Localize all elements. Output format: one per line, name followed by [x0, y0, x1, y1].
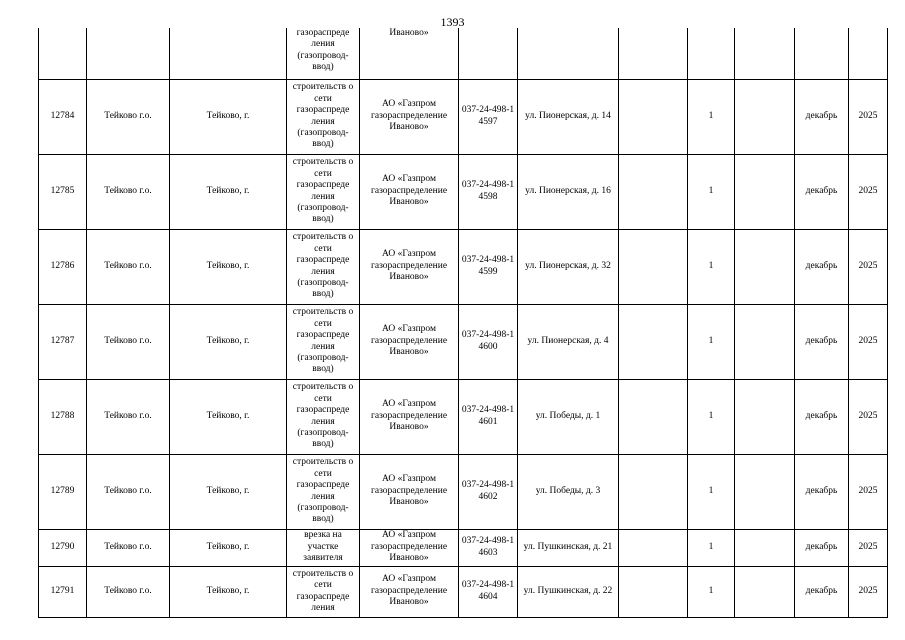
- address-cell: ул. Пионерская, д. 4: [518, 304, 619, 379]
- year-cell: 2025: [849, 229, 888, 304]
- object-code-cell: 037-24-498-14598: [459, 154, 518, 229]
- quantity-cell: 1: [688, 229, 735, 304]
- address-cell: ул. Пушкинская, д. 21: [518, 529, 619, 566]
- quantity-cell: 1: [688, 154, 735, 229]
- organization-cell: АО «Газпром газораспределение Иваново»: [360, 529, 459, 566]
- row-number-cell: 12787: [39, 304, 87, 379]
- row-number-cell: 12791: [39, 566, 87, 617]
- empty-cell: [735, 379, 795, 454]
- month-cell: декабрь: [795, 154, 849, 229]
- quantity-cell: 1: [688, 454, 735, 529]
- locality-cell: Тейково, г.: [170, 79, 287, 154]
- year-cell: 2025: [849, 304, 888, 379]
- empty-cell: [619, 379, 688, 454]
- quantity-cell: 1: [688, 304, 735, 379]
- empty-cell: [735, 154, 795, 229]
- empty-cell: [735, 529, 795, 566]
- table-row: [39, 566, 888, 617]
- address-cell: ул. Пионерская, д. 14: [518, 79, 619, 154]
- quantity-cell: 1: [688, 379, 735, 454]
- year-cell: 2025: [849, 154, 888, 229]
- month-cell: декабрь: [795, 454, 849, 529]
- organization-cell: АО «Газпром газораспределение Иваново»: [360, 229, 459, 304]
- empty-cell: [619, 566, 688, 617]
- address-cell: ул. Пионерская, д. 32: [518, 229, 619, 304]
- year-cell: 2025: [849, 566, 888, 617]
- year-cell: 2025: [849, 454, 888, 529]
- year-cell: 2025: [849, 379, 888, 454]
- empty-cell: [735, 566, 795, 617]
- month-cell: декабрь: [795, 566, 849, 617]
- organization-cell: АО «Газпром газораспределение Иваново»: [360, 566, 459, 617]
- object-code-cell: 037-24-498-14601: [459, 379, 518, 454]
- work-type-cell: врезка на участке заявителя: [287, 529, 360, 566]
- district-cell: Тейково г.о.: [87, 529, 170, 566]
- district-cell: Тейково г.о.: [87, 79, 170, 154]
- organization-cell: АО «Газпром газораспределение Иваново»: [360, 454, 459, 529]
- empty-cell: [619, 79, 688, 154]
- address-cell: ул. Победы, д. 1: [518, 379, 619, 454]
- month-cell: декабрь: [795, 529, 849, 566]
- registry-rows: [39, 79, 888, 617]
- address-cell: ул. Пионерская, д. 16: [518, 154, 619, 229]
- table-row: [39, 229, 888, 304]
- empty-cell: [735, 229, 795, 304]
- organization-cell: АО «Газпром газораспределение Иваново»: [360, 304, 459, 379]
- address-cell: ул. Пушкинская, д. 22: [518, 566, 619, 617]
- locality-cell: Тейково, г.: [170, 304, 287, 379]
- table-row: [39, 304, 888, 379]
- month-cell: декабрь: [795, 304, 849, 379]
- table-row: [39, 79, 888, 154]
- district-cell: Тейково г.о.: [87, 229, 170, 304]
- object-code-cell: 037-24-498-14602: [459, 454, 518, 529]
- table-row: [39, 529, 888, 566]
- work-type-cell: строительств о сети газораспреде ления: [287, 566, 360, 617]
- empty-cell: [619, 229, 688, 304]
- row-number-cell: 12785: [39, 154, 87, 229]
- organization-cell: Иваново»: [360, 28, 459, 79]
- continuation-row: [39, 28, 888, 79]
- work-type-cell: строительств о сети газораспреде ления (газопровод-ввод): [287, 379, 360, 454]
- year-cell: 2025: [849, 79, 888, 154]
- empty-cell: [619, 154, 688, 229]
- organization-cell: АО «Газпром газораспределение Иваново»: [360, 154, 459, 229]
- registry-table: [38, 28, 888, 618]
- locality-cell: Тейково, г.: [170, 154, 287, 229]
- work-type-cell: газораспреде ления (газопровод-ввод): [287, 28, 360, 79]
- row-number-cell: 12789: [39, 454, 87, 529]
- organization-cell: АО «Газпром газораспределение Иваново»: [360, 379, 459, 454]
- quantity-cell: 1: [688, 529, 735, 566]
- object-code-cell: 037-24-498-14600: [459, 304, 518, 379]
- district-cell: Тейково г.о.: [87, 454, 170, 529]
- locality-cell: Тейково, г.: [170, 454, 287, 529]
- year-cell: 2025: [849, 529, 888, 566]
- row-number-cell: 12786: [39, 229, 87, 304]
- empty-cell: [735, 79, 795, 154]
- object-code-cell: 037-24-498-14603: [459, 529, 518, 566]
- work-type-cell: строительств о сети газораспреде ления (газопровод-ввод): [287, 454, 360, 529]
- locality-cell: Тейково, г.: [170, 566, 287, 617]
- row-number-cell: 12788: [39, 379, 87, 454]
- object-code-cell: 037-24-498-14599: [459, 229, 518, 304]
- object-code-cell: 037-24-498-14604: [459, 566, 518, 617]
- empty-cell: [619, 454, 688, 529]
- page-number: 1393: [440, 15, 465, 29]
- quantity-cell: 1: [688, 566, 735, 617]
- table-row: [39, 154, 888, 229]
- empty-cell: [735, 304, 795, 379]
- empty-cell: [735, 454, 795, 529]
- empty-cell: [619, 304, 688, 379]
- locality-cell: Тейково, г.: [170, 529, 287, 566]
- organization-cell: АО «Газпром газораспределение Иваново»: [360, 79, 459, 154]
- month-cell: декабрь: [795, 79, 849, 154]
- address-cell: ул. Победы, д. 3: [518, 454, 619, 529]
- row-number-cell: 12790: [39, 529, 87, 566]
- district-cell: Тейково г.о.: [87, 379, 170, 454]
- work-type-cell: строительств о сети газораспреде ления (газопровод-ввод): [287, 79, 360, 154]
- table-row: [39, 379, 888, 454]
- month-cell: декабрь: [795, 379, 849, 454]
- work-type-cell: строительств о сети газораспреде ления (газопровод-ввод): [287, 304, 360, 379]
- district-cell: Тейково г.о.: [87, 566, 170, 617]
- locality-cell: Тейково, г.: [170, 229, 287, 304]
- work-type-cell: строительств о сети газораспреде ления (газопровод-ввод): [287, 154, 360, 229]
- locality-cell: Тейково, г.: [170, 379, 287, 454]
- month-cell: декабрь: [795, 229, 849, 304]
- work-type-cell: строительств о сети газораспреде ления (газопровод-ввод): [287, 229, 360, 304]
- object-code-cell: 037-24-498-14597: [459, 79, 518, 154]
- row-number-cell: 12784: [39, 79, 87, 154]
- quantity-cell: 1: [688, 79, 735, 154]
- empty-cell: [619, 529, 688, 566]
- district-cell: Тейково г.о.: [87, 154, 170, 229]
- district-cell: Тейково г.о.: [87, 304, 170, 379]
- table-row: [39, 454, 888, 529]
